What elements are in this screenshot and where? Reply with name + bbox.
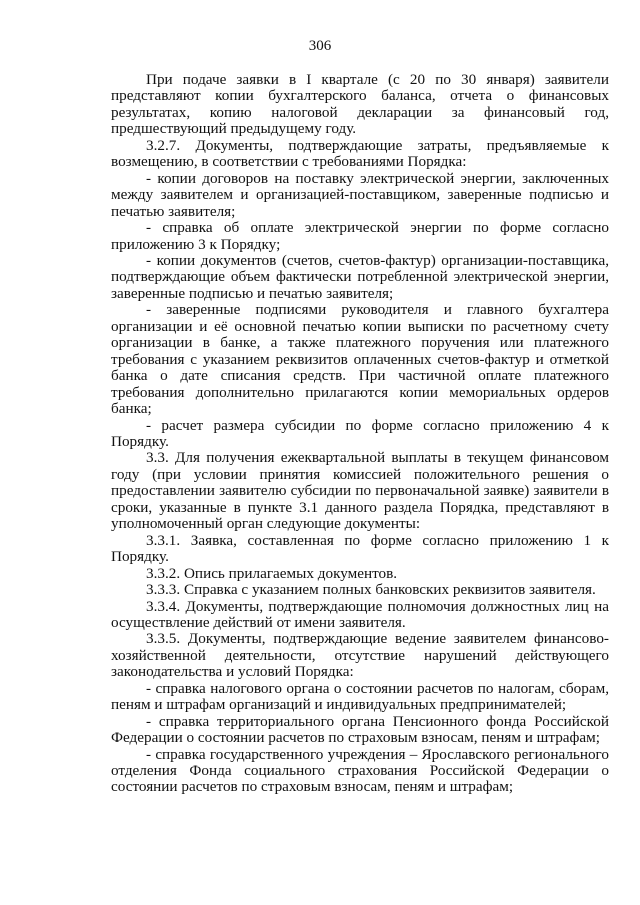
paragraph-3-3-5: 3.3.5. Документы, подтверждающие ведение заявителем финансово-хозяйственной деятельности, отсутствие нарушений действующего законодательства и условий Порядка: <box>111 630 609 681</box>
list-item-social-insurance-certificate: - справка государственного учреждения – Ярославского регионального отделения Фонда социального страхования Российской Федерации о состоянии расчетов по страховым взносам, пеням и штрафам; <box>111 745 609 796</box>
list-item-payment-certificate: - справка об оплате электрической энергии по форме согласно приложению 3 к Порядку; <box>111 219 609 253</box>
paragraph-3-3: 3.3. Для получения ежеквартальной выплаты в текущем финансовом году (при условии принятия комиссией положительного решения о предоставлении заявителю субсидии по первоначальной заявке) заявители в сроки, указанные в пункте 3.1 данного раздела Порядка, представляют в уполномоченный орган следующие документы: <box>111 449 609 533</box>
document-body <box>111 72 609 796</box>
list-item-subsidy-calculation: - расчет размера субсидии по форме согласно приложению 4 к Порядку. <box>111 416 609 450</box>
paragraph-3-3-3: 3.3.3. Справка с указанием полных банковских реквизитов заявителя. <box>146 581 596 599</box>
page-number: 306 <box>308 38 332 54</box>
paragraph-3-3-2: 3.3.2. Опись прилагаемых документов. <box>146 564 398 582</box>
list-item-supply-contracts: - копии договоров на поставку электрической энергии, заключенных между заявителем и организацией-поставщиком, заверенные подписью и печатью заявителя; <box>111 169 609 220</box>
list-item-pension-fund-certificate: - справка территориального органа Пенсионного фонда Российской Федерации о состоянии расчетов по страховым взносам, пеням и штрафам; <box>111 712 609 747</box>
list-item-bank-statements: - заверенные подписями руководителя и главного бухгалтера организации и её основной печатью копии выписки по расчетному счету организации в банке, а также платежного поручения или платежного требования с указанием реквизитов оплаченных счетов-фактур и отметкой банка о дате списания средств. При частичной оплате платежного требования дополнительно прилагаются копии мемориальных ордеров банка; <box>111 301 609 418</box>
list-item-tax-certificate: - справка налогового органа о состоянии расчетов по налогам, сборам, пеням и штрафам организаций и индивидуальных предпринимателей; <box>111 679 609 714</box>
paragraph-3-3-1: 3.3.1. Заявка, составленная по форме согласно приложению 1 к Порядку. <box>111 531 609 566</box>
list-item-invoices: - копии документов (счетов, счетов-фактур) организации-поставщика, подтверждающие объем фактически потребленной электрической энергии, заверенные подписью и печатью заявителя; <box>111 251 609 302</box>
paragraph-financial-reports: При подаче заявки в I квартале (с 20 по 30 января) заявители представляют копии бухгалтерского баланса, отчета о финансовых результатах, копию налоговой декларации за финансовый год, предшествующий предыдущему году. <box>111 71 609 138</box>
paragraph-3-2-7: 3.2.7. Документы, подтверждающие затраты, предъявляемые к возмещению, в соответствии с требованиями Порядка: <box>111 136 609 171</box>
paragraph-3-3-4: 3.3.4. Документы, подтверждающие полномочия должностных лиц на осуществление действий от имени заявителя. <box>111 597 609 631</box>
